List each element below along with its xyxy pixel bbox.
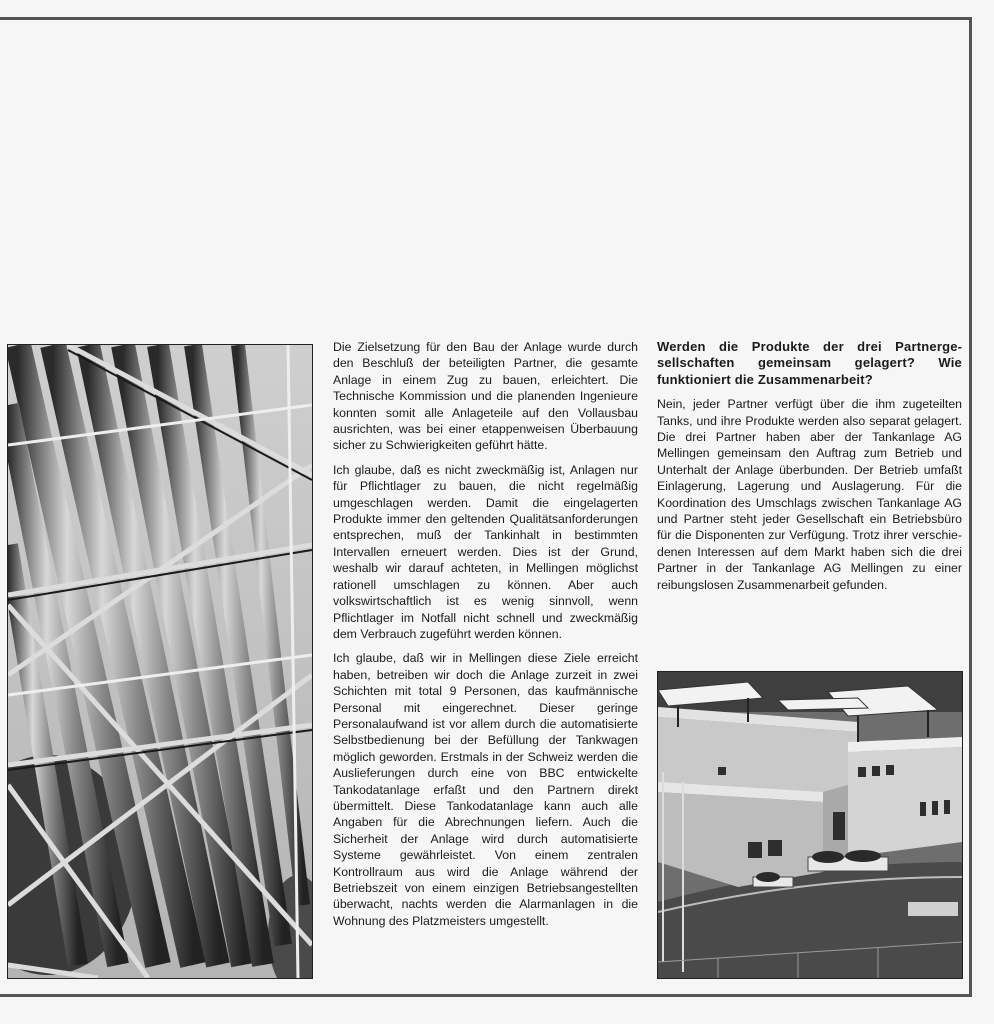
article-paragraph: Ich glaube, daß es nicht zweckmäßig ist, Anlagen nur für Pflichtlager zu bauen, die nicht regelmäßig umgeschlagen werden. Damit die eingelagerten Produkte immer den geltenden Qualitätsanforderungen entsprechen, muß der Tankinhalt in bestimmten Intervallen erneuert werden. Dies ist der Grund, weshalb wir darauf achteten, in Mellingen möglichst rationell umschlagen zu können. Aber auch volkswirtschaftlich ist es wenig sinnvoll, wenn Pflichtlager im Notfall nicht schnell und zweckmäßig dem Verbrauch zugeführt werden können.: [333, 462, 638, 641]
facility-illustration: [658, 672, 962, 978]
facility-photo: [657, 671, 963, 979]
pipework-photo: [7, 344, 313, 979]
article-paragraph: Die Zielsetzung für den Bau der Anlage wurde durch den Beschluß der beteiligten Partner, die gesamte Anlage in einem Zug zu bauen, erleichtert. Die Technische Kommission und die planenden Ingenieure konnten somit alle Anlageteile auf den Vollausbau ausrichten, was bei einer etappenweisen Überbauung sicher zu Schwierigkeiten geführt hätte.: [333, 340, 638, 453]
article-column-right: [657, 339, 962, 601]
article-paragraph: Ich glaube, daß wir in Mellingen diese Ziele erreicht haben, betreiben wir doch die Anlage zurzeit in zwei Schichten mit total 9 Personen, das kaufmännische Personal mit eingerechnet. Dieser geringe Personalaufwand ist vor allem durch die automatisierte Selbstbedienung bei der Befüllung der Tankwagen möglich geworden. Erstmals in der Schweiz werden die Auslieferungen durch eine von BBC entwickelte Tankodatanlage erfaßt und den Partnern direkt übermittelt. Diese Tankodatanlage kann auch alle Angaben für die Abrechnungen liefern. Auch die Sicherheit der Anlage wird durch automatisierte Systeme gewährleistet. Von einem zentralen Kontrollraum aus wird die Anlage während der Betriebszeit von einem einzigen Betriebsangestellten überwacht, nachts werden die Alarmanlagen in die Wohnung des Platzmeisters umgestellt.: [333, 651, 638, 928]
interview-question: Werden die Produkte der drei Partnergesellschaften gemeinsam gelagert? Wie funktioniert die Zusammenarbeit?: [657, 339, 962, 387]
interview-answer: Nein, jeder Partner verfügt über die ihm zugeteilten Tanks, und ihre Produkte werden also separat gelagert. Die drei Partner haben aber der Tankanlage AG Mellingen gemeinsam den Auftrag zum Betrieb und Unterhalt der Anlage überbunden. Der Betrieb umfaßt Einlagerung, Lagerung und Auslagerung. Für die Koordination des Umschlags zwischen Tankanlage AG und Partner steht jeder Gesellschaft ein Betriebsbüro für die Disponenten zur Verfügung. Trotz ihrer verschiedenen Interessen auf dem Markt haben sich die drei Partner in der Tankanlage AG Mellingen zu einer reibungslosen Zusammenarbeit gefunden.: [657, 397, 962, 592]
pipework-illustration: [8, 345, 312, 978]
article-column-middle: [333, 339, 638, 937]
